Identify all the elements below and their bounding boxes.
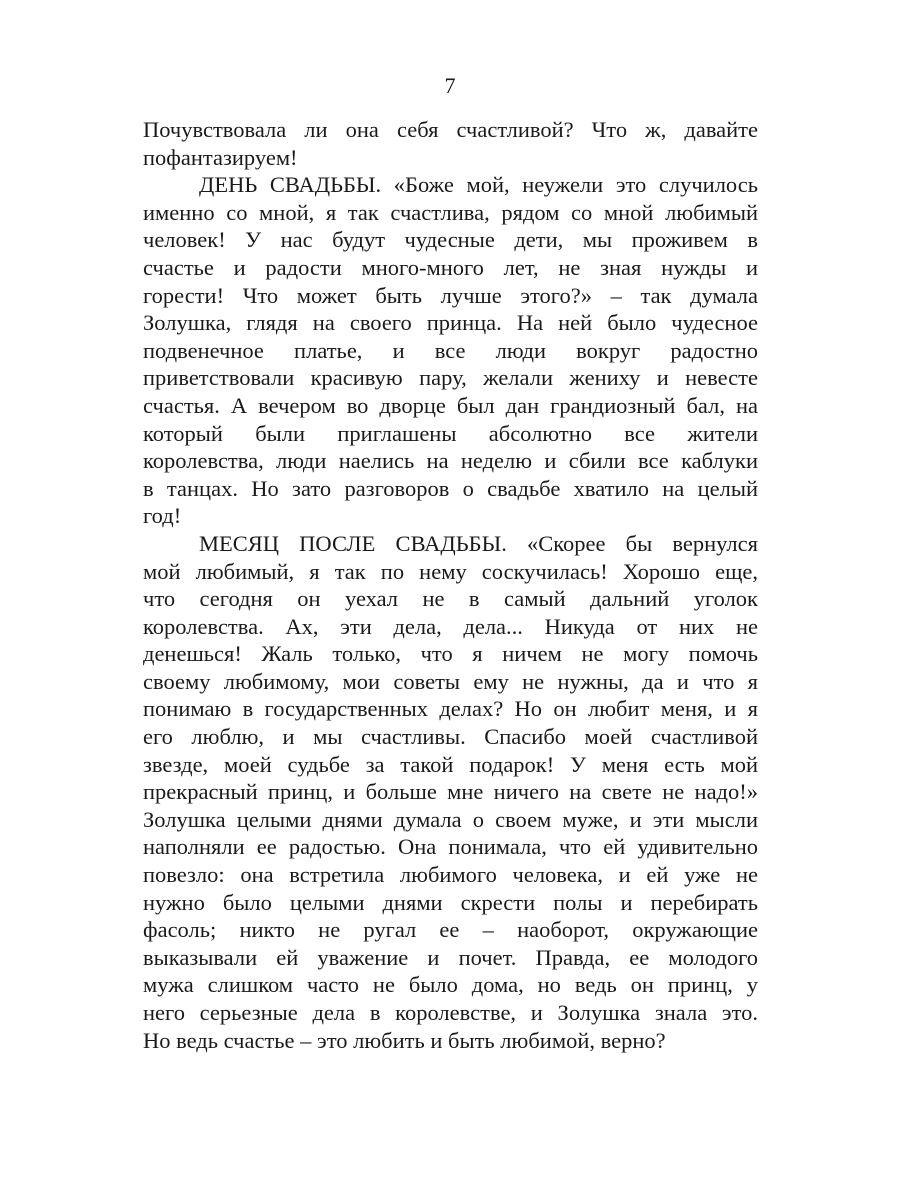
text-line: своему любимому, мои советы ему не нужны, да и что я (143, 668, 758, 694)
text-line: Но ведь счастье – это любить и быть любимой, верно? (143, 1027, 666, 1053)
text-line: наполняли ее радостью. Она понимала, что ей удивительно (143, 834, 758, 860)
page-number: 7 (444, 73, 456, 98)
text-line: мой любимый, я так по нему соскучилась! Хорошо еще, (143, 558, 758, 584)
text-line: приветствовали красивую пару, желали жениху и невесте (143, 365, 758, 391)
text-line: МЕСЯЦ ПОСЛЕ СВАДЬБЫ. «Скорее бы вернулся (199, 530, 758, 556)
paragraph-month-after (143, 530, 758, 1054)
text-line: ДЕНЬ СВАДЬБЫ. «Боже мой, неужели это случилось (199, 172, 758, 198)
text-line: него серьезные дела в королевстве, и Золушка знала это. (143, 1000, 758, 1025)
text-line: Золушка, глядя на своего принца. На ней было чудесное (143, 310, 758, 336)
text-line: Почувствовала ли она себя счастливой? Что ж, давайте (143, 117, 758, 142)
text-line: королевства, люди наелись на неделю и сбили все каблуки (143, 448, 758, 474)
text-line: в танцах. Но зато разговоров о свадьбе хватило на целый (143, 475, 758, 501)
text-line: мужа слишком часто не было дома, но ведь он принц, у (143, 972, 758, 998)
text-line: Золушка целыми днями думала о своем муже, и эти мысли (143, 806, 758, 832)
paragraph-intro (143, 116, 758, 171)
text-line: выказывали ей уважение и почет. Правда, ее молодого (143, 944, 758, 970)
text-line: прекрасный принц, и больше мне ничего на свете не надо!» (143, 779, 758, 805)
text-line: что сегодня он уехал не в самый дальний уголок (143, 586, 758, 612)
text-line: счастье и радости много-много лет, не зная нужды и (143, 254, 758, 280)
text-line: именно со мной, я так счастлива, рядом со мной любимый (143, 199, 758, 225)
text-line: понимаю в государственных делах? Но он любит меня, и я (143, 696, 758, 722)
text-line: пофантазируем! (143, 144, 298, 170)
text-line: королевства. Ах, эти дела, дела... Никуда от них не (143, 613, 758, 639)
text-line: счастья. А вечером во дворце был дан грандиозный бал, на (143, 392, 758, 418)
text-line: повезло: она встретила любимого человека, и ей уже не (143, 862, 758, 888)
text-line: который были приглашены абсолютно все жители (143, 420, 758, 446)
text-line: его люблю, и мы счастливы. Спасибо моей счастливой (143, 724, 758, 750)
text-line: денешься! Жаль только, что я ничем не могу помочь (143, 641, 758, 667)
paragraph-wedding-day (143, 171, 758, 530)
text-line: звезде, моей судьбе за такой подарок! У меня есть мой (143, 751, 758, 777)
body-text (143, 116, 758, 1054)
text-line: подвенечное платье, и все люди вокруг радостно (143, 337, 758, 363)
text-line: горести! Что может быть лучше этого?» – так думала (143, 282, 758, 308)
text-line: фасоль; никто не ругал ее – наоборот, окружающие (143, 917, 758, 943)
text-line: человек! У нас будут чудесные дети, мы проживем в (143, 227, 758, 253)
text-line: нужно было целыми днями скрести полы и перебирать (143, 889, 758, 915)
text-line: год! (143, 503, 182, 529)
